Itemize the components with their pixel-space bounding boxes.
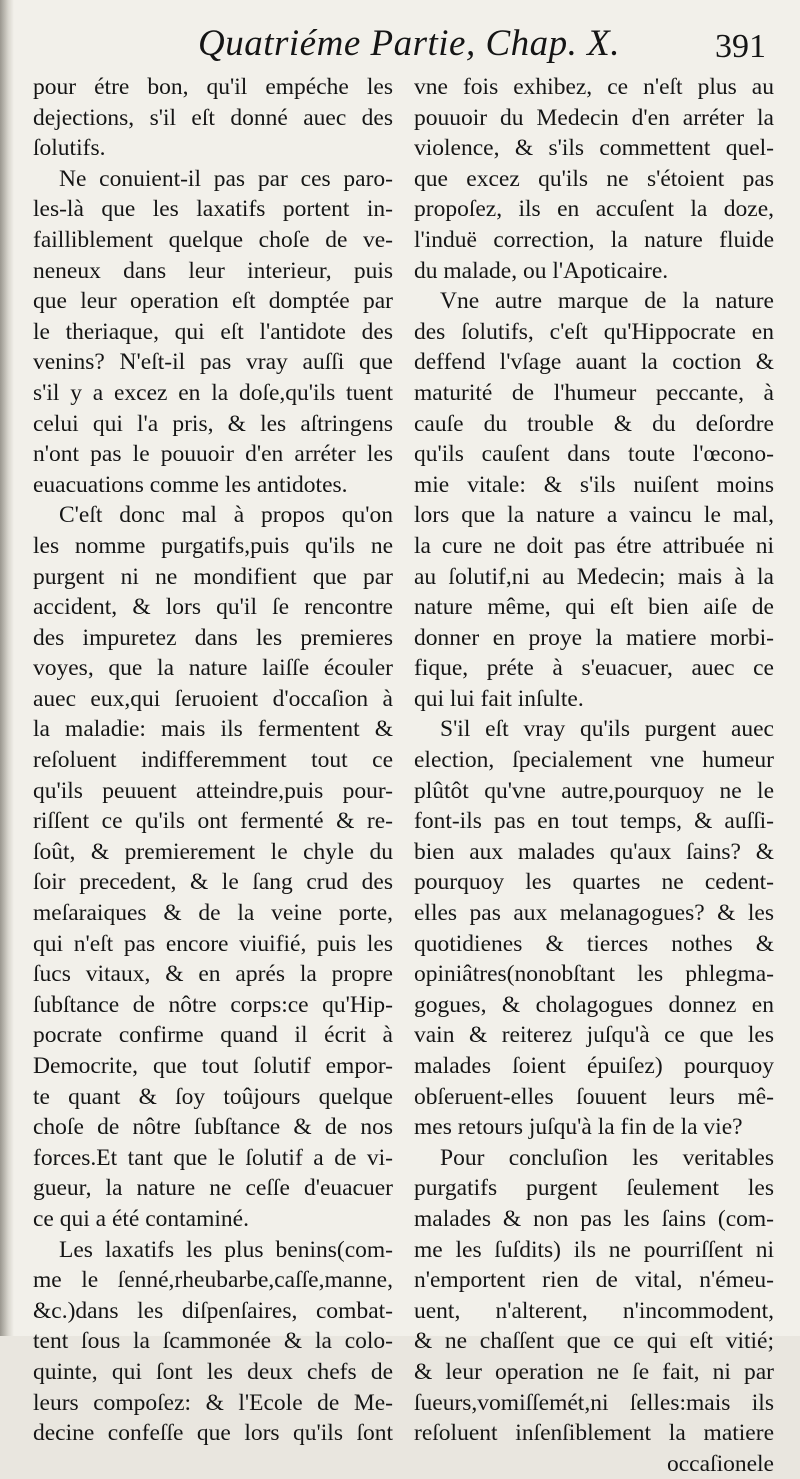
- text-line: cauſe du trouble & du deſordre: [414, 410, 774, 437]
- text-line: C'eſt donc mal à propos qu'on: [59, 502, 393, 529]
- text-line: nature même, qui eſt bien aiſe de: [414, 594, 774, 621]
- text-line: Pour concluſion les veritables: [440, 1144, 774, 1171]
- text-line: uent, n'alterent, n'incommodent,: [414, 1297, 774, 1324]
- text-line: lors que la nature a vaincu le mal,: [414, 502, 774, 529]
- text-line: malades ſoient épuiſez) pourquoy: [414, 1053, 774, 1079]
- text-line: & ne chaſſent que ce qui eſt vitié;: [414, 1328, 774, 1355]
- text-line: ſoir precedent, & le ſang crud des: [33, 869, 393, 896]
- text-line: les nomme purgatifs,puis qu'ils ne: [33, 532, 393, 559]
- text-line: Vne autre marque de la nature: [440, 288, 774, 315]
- text-line: voyes, que la nature laiſſe écouler: [33, 655, 393, 682]
- text-line: &c.)dans les diſpenſaires, combat-: [33, 1297, 393, 1324]
- text-line: mes retours juſqu'à la fin de la vie?: [414, 1114, 743, 1141]
- text-line: tent ſous la ſcammonée & la colo-: [33, 1328, 393, 1355]
- page-number: 391: [715, 28, 766, 65]
- page-header: [0, 22, 800, 72]
- text-line: mie vitale: & s'ils nuiſent moins: [414, 471, 774, 498]
- text-line: elles pas aux melanagogues? & les: [414, 900, 774, 927]
- text-line: que leur operation eſt domptée par: [33, 288, 393, 315]
- text-line: font-ils pas en tout temps, & auſſi-: [414, 808, 774, 835]
- text-column-left: [33, 72, 393, 1449]
- text-line: ſueurs,vomiſſemét,ni ſelles:mais ils: [414, 1389, 774, 1416]
- text-line: accident, & lors qu'il ſe rencontre: [33, 594, 393, 621]
- text-line: des impuretez dans les premieres: [33, 624, 393, 651]
- text-line: meſaraiques & de la veine porte,: [33, 900, 393, 927]
- text-line: au ſolutif,ni au Medecin; mais à la: [414, 563, 774, 590]
- text-line: riſſent ce qu'ils ont fermenté & re-: [33, 808, 393, 835]
- text-line: obſeruent-elles ſouuent leurs mê-: [414, 1083, 774, 1110]
- text-line: que excez qu'ils ne s'étoient pas: [414, 165, 774, 192]
- text-line: election, ſpecialement vne humeur: [414, 747, 774, 774]
- text-line: violence, & s'ils commettent quel-: [414, 135, 774, 162]
- text-line: Les laxatifs les plus benins(com-: [59, 1236, 393, 1263]
- text-line: n'emportent rien de vital, n'émeu-: [414, 1267, 774, 1294]
- text-line: S'il eſt vray qu'ils purgent auec: [440, 716, 774, 743]
- text-line: choſe de nôtre ſubſtance & de nos: [33, 1114, 393, 1141]
- text-line: & leur operation ne ſe fait, ni par: [414, 1358, 774, 1385]
- text-line: s'il y a excez en la doſe,qu'ils tuent: [33, 379, 393, 406]
- text-line: la maladie: mais ils fermentent &: [33, 716, 393, 743]
- text-line: qui n'eſt pas encore viuifié, puis les: [33, 930, 393, 957]
- text-line: n'ont pas le pouuoir d'en arréter les: [33, 441, 393, 468]
- text-line: fique, préte à s'euacuer, auec ce: [414, 655, 774, 682]
- text-line: ſoût, & premierement le chyle du: [33, 838, 393, 865]
- text-line: la cure ne doit pas étre attribuée ni: [414, 532, 774, 559]
- text-line: deffend l'vſage auant la coction &: [414, 349, 774, 376]
- text-line: venins? N'eſt-il pas vray auſſi que: [33, 349, 393, 376]
- text-line: me les ſuſdits) ils ne pourriſſent ni: [414, 1236, 774, 1263]
- text-line: pour étre bon, qu'il empéche les: [33, 74, 393, 100]
- text-line: te quant & ſoy toûjours quelque: [33, 1083, 393, 1110]
- text-line: reſoluent inſenſiblement la matiere: [414, 1420, 774, 1447]
- text-line: reſoluent indifferemment tout ce: [33, 747, 393, 774]
- text-line: vain & reiterez juſqu'à ce que les: [414, 1022, 774, 1049]
- text-line: me le ſenné,rheubarbe,caſſe,manne,: [33, 1267, 393, 1294]
- text-line: ſolutifs.: [33, 135, 106, 162]
- text-line: qui lui fait inſulte.: [414, 685, 584, 712]
- text-line: pouuoir du Medecin d'en arréter la: [414, 104, 774, 131]
- text-line: ce qui a été contaminé.: [33, 1205, 249, 1232]
- text-line: ſucs vitaux, & en aprés la propre: [33, 961, 393, 988]
- text-line: plûtôt qu'vne autre,pourquoy ne le: [414, 777, 774, 804]
- text-line: forces.Et tant que le ſolutif a de vi-: [33, 1144, 393, 1171]
- text-line: opiniâtres(nonobſtant les phlegma-: [414, 961, 774, 988]
- text-line: vne fois exhibez, ce n'eſt plus au: [414, 74, 774, 100]
- text-line: ſubſtance de nôtre corps:ce qu'Hip-: [33, 991, 393, 1018]
- catchword: occaſionele: [667, 1450, 774, 1477]
- text-line: qu'ils cauſent dans toute l'œcono-: [414, 441, 774, 468]
- text-line: quotidienes & tierces nothes &: [414, 930, 774, 957]
- text-line: les-là que les laxatifs portent in-: [33, 196, 393, 223]
- text-line: malades & non pas les ſains (com-: [414, 1205, 774, 1232]
- text-line: purgatifs purgent ſeulement les: [414, 1175, 774, 1202]
- text-line: failliblement quelque choſe de ve-: [33, 226, 393, 253]
- text-line: l'induë correction, la nature fluide: [414, 226, 774, 253]
- text-line: donner en proye la matiere morbi-: [414, 624, 774, 651]
- text-line: quinte, qui ſont les deux chefs de: [33, 1358, 393, 1385]
- text-line: propoſez, ils en accuſent la doze,: [414, 196, 774, 223]
- text-line: pourquoy les quartes ne cedent-: [414, 869, 774, 896]
- text-line: du malade, ou l'Apoticaire.: [414, 257, 669, 284]
- text-line: maturité de l'humeur peccante, à: [414, 379, 774, 406]
- text-line: purgent ni ne mondifient que par: [33, 563, 393, 590]
- text-line: bien aux malades qu'aux ſains? &: [414, 838, 774, 865]
- text-line: gueur, la nature ne ceſſe d'euacuer: [33, 1175, 393, 1202]
- text-line: dejections, s'il eſt donné auec des: [33, 104, 393, 131]
- text-line: decine confeſſe que lors qu'ils ſont: [33, 1420, 393, 1447]
- text-line: celui qui l'a pris, & les aſtringens: [33, 410, 393, 437]
- text-line: gogues, & cholagogues donnez en: [414, 991, 774, 1018]
- text-line: Democrite, que tout ſolutif empor-: [33, 1053, 393, 1079]
- text-line: des ſolutifs, c'eſt qu'Hippocrate en: [414, 318, 774, 345]
- text-line: le theriaque, qui eſt l'antidote des: [33, 318, 393, 345]
- text-line: Ne conuient-il pas par ces paro-: [59, 165, 393, 192]
- text-line: qu'ils peuuent atteindre,puis pour-: [33, 777, 393, 804]
- text-line: auec eux,qui ſeruoient d'occaſion à: [33, 685, 393, 712]
- text-line: neneux dans leur interieur, puis: [33, 257, 393, 284]
- text-line: leurs compoſez: & l'Ecole de Me-: [33, 1389, 393, 1416]
- running-title: Quatriéme Partie, Chap. X.: [198, 23, 621, 64]
- text-line: pocrate confirme quand il écrit à: [33, 1022, 393, 1049]
- text-line: euacuations comme les antidotes.: [33, 471, 348, 498]
- text-column-right: [414, 72, 774, 1479]
